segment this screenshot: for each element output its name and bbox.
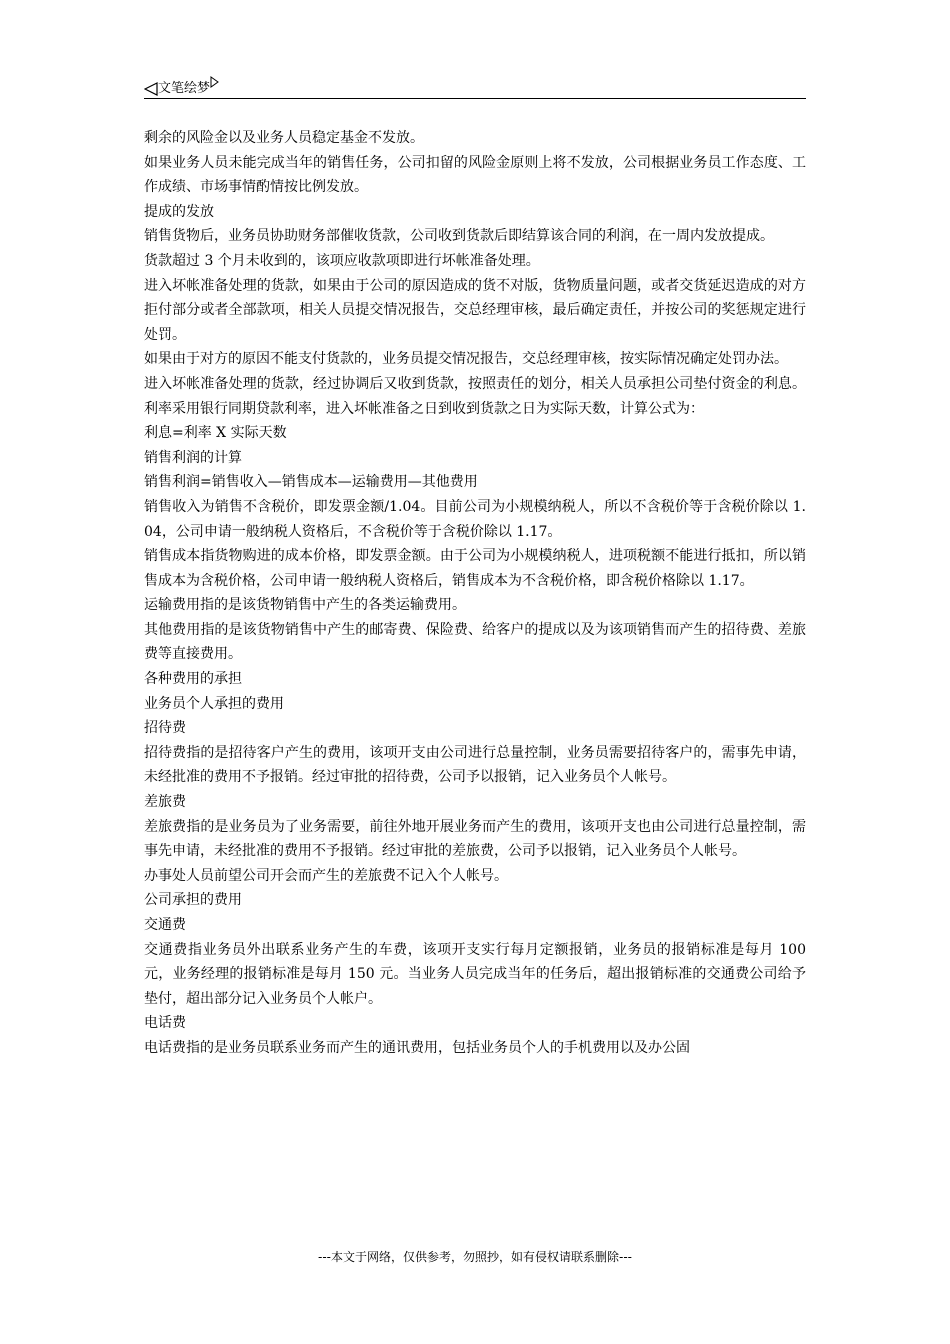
footer-disclaimer: ---本文于网络，仅供参考，勿照抄，如有侵权请联系删除--- <box>318 1250 632 1264</box>
paragraph: 提成的发放 <box>144 203 214 220</box>
paragraph: 电话费 <box>144 1015 186 1032</box>
paragraph: 剩余的风险金以及业务人员稳定基金不发放。 <box>144 130 424 146</box>
page-header <box>144 74 806 99</box>
paragraph: 其他费用指的是该货物销售中产生的邮寄费、保险费、给客户的提成以及为该项销售而产生的招待费、差旅费等直接费用。 <box>144 621 806 663</box>
paragraph: 销售成本指货物购进的成本价格，即发票金额。由于公司为小规模纳税人，进项税额不能进行抵扣，所以销售成本为含税价格，公司申请一般纳税人资格后，销售成本为不含税价格，即含税价格除以 1.17。 <box>144 548 806 589</box>
paragraph: 差旅费 <box>144 794 186 811</box>
paragraph: 差旅费指的是业务员为了业务需要，前往外地开展业务而产生的费用，该项开支也由公司进行总量控制，需事先申请，未经批准的费用不予报销。经过审批的差旅费，公司予以报销，记入业务员个人帐号。 <box>144 818 806 860</box>
paragraph: 货款超过 3 个月未收到的，该项应收款项即进行坏帐准备处理。 <box>144 252 540 269</box>
paragraph: 运输费用指的是该货物销售中产生的各类运输费用。 <box>144 597 466 614</box>
header-title-group <box>144 76 219 96</box>
paragraph: 如果由于对方的原因不能支付货款的，业务员提交情况报告，交总经理审核，按实际情况确定处罚办法。 <box>144 351 788 368</box>
paragraph: 交通费指业务员外出联系业务产生的车费，该项开支实行每月定额报销，业务员的报销标准是每月 100 元，业务经理的报销标准是每月 150 元。当业务人员完成当年的任务后，超出报销标准的交通费公司给予垫付，超出部分记入业务员个人帐户。 <box>144 941 806 1007</box>
document-body <box>144 126 806 1061</box>
paragraph: 销售收入为销售不含税价，即发票金额/1.04。目前公司为小规模纳税人，所以不含税价等于含税价除以 1.04，公司申请一般纳税人资格后，不含税价等于含税价除以 1.17。 <box>144 498 806 540</box>
header-title: 文笔绘梦 <box>158 81 211 96</box>
paragraph: 招待费 <box>144 720 186 737</box>
paragraph: 业务员个人承担的费用 <box>144 695 284 712</box>
paragraph: 招待费指的是招待客户产生的费用，该项开支由公司进行总量控制，业务员需要招待客户的，需事先申请，未经批准的费用不予报销。经过审批的招待费，公司予以报销，记入业务员个人帐号。 <box>144 744 806 786</box>
paragraph: 电话费指的是业务员联系业务而产生的通讯费用，包括业务员个人的手机费用以及办公固 <box>144 1039 690 1056</box>
paragraph: 销售利润=销售收入—销售成本—运输费用—其他费用 <box>144 474 478 491</box>
paragraph: 如果业务人员未能完成当年的销售任务，公司扣留的风险金原则上将不发放，公司根据业务员工作态度、工作成绩、市场事情酌情按比例发放。 <box>144 154 806 196</box>
right-triangle-icon <box>210 76 219 88</box>
paragraph: 销售货物后，业务员协助财务部催收货款，公司收到货款后即结算该合同的利润，在一周内发放提成。 <box>144 228 774 245</box>
paragraph: 公司承担的费用 <box>144 892 242 909</box>
paragraph: 各种费用的承担 <box>144 671 242 688</box>
paragraph: 进入坏帐准备处理的货款，经过协调后又收到货款，按照责任的划分，相关人员承担公司垫付资金的利息。利率采用银行同期贷款利率，进入坏帐准备之日到收到货款之日为实际天数，计算公式为： <box>144 375 806 417</box>
paragraph: 利息=利率 X 实际天数 <box>144 425 287 442</box>
paragraph: 办事处人员前望公司开会而产生的差旅费不记入个人帐号。 <box>144 867 508 884</box>
left-triangle-icon <box>144 82 158 96</box>
paragraph: 销售利润的计算 <box>144 449 242 466</box>
paragraph: 交通费 <box>144 917 186 933</box>
paragraph: 进入坏帐准备处理的货款，如果由于公司的原因造成的货不对版，货物质量问题，或者交货延迟造成的对方拒付部分或者全部款项，相关人员提交情况报告，交总经理审核，最后确定责任，并按公司的奖惩规定进行处罚。 <box>144 277 806 343</box>
